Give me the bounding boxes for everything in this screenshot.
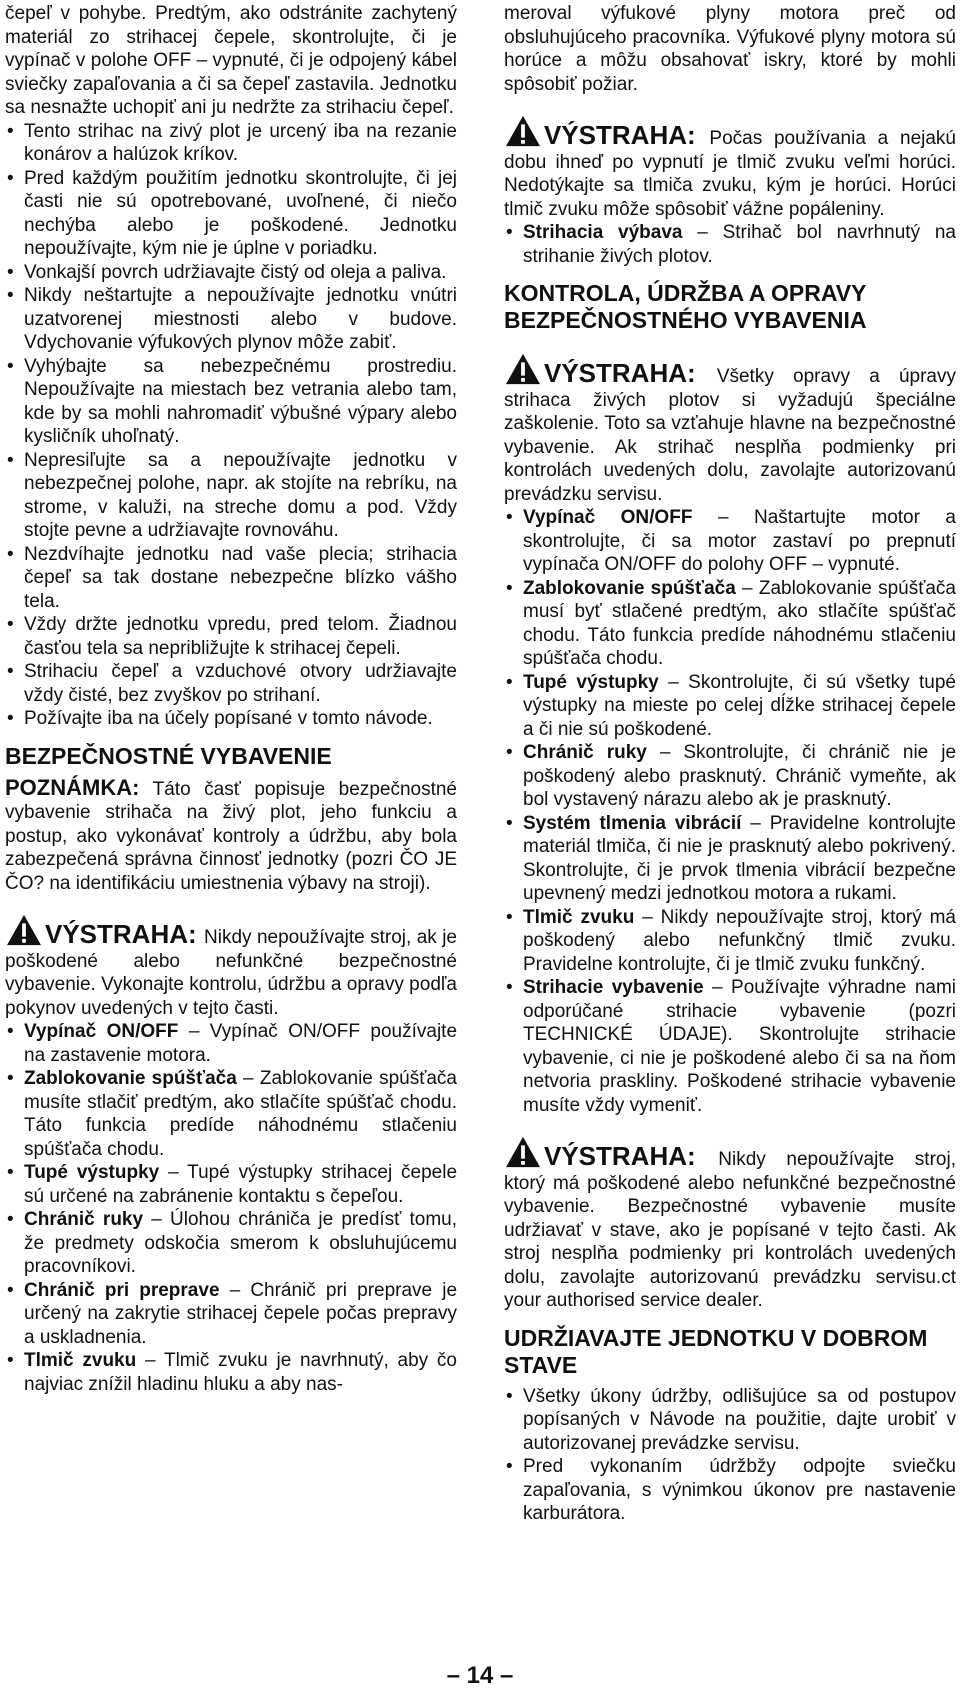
item-text: – Úlohou chrániča je predísť tomu, že predmety odskočia smerom k obsluhujúcemu pracovníkovi. <box>24 1209 457 1277</box>
list-item <box>504 812 956 906</box>
item-term: Tlmič zvuku <box>523 906 635 928</box>
warning-block <box>5 913 457 1020</box>
list-item: • Nezdvíhajte jednotku nad vaše plecia; strihacia čepeľ sa tak dostane nebezpečne blízko vášho tela. <box>5 543 457 614</box>
item-text: – Používajte výhradne nami odporúčané strihacie vybavenie (pozri TECHNICKÉ ÚDAJE). Skontrolujte strihacie vybavenie, ci nie je poškodené alebo či sa na ňom netvoria praskliny. Poškodené strihacie vybavenie musíte vždy vymeniť. <box>523 977 957 1116</box>
warning-label: VÝSTRAHA: <box>544 1141 696 1171</box>
list-item: • Požívajte iba na účely popísané v tomto návode. <box>5 707 457 731</box>
left-safety-list <box>5 120 457 731</box>
item-term: Zablokovanie spúšťača <box>523 577 736 599</box>
list-item: • Všetky úkony údržby, odlišujúce sa od postupov popísaných v Návode na použitie, dajte urobiť v autorizovanej prevádzke servisu. <box>504 1385 956 1456</box>
warning-text: Nikdy nepoužívajte stroj, ktorý má poškodené alebo nefunkčné bezpečnostné vybavenie. Bezpečnostné vybavenie musíte udržiavať v stave, ako je popísané v tejto časti. Ak stroj nesplňa podmienky pri kontrolách uvedených dolu, zavolajte autorizovanú prevádzku servisu.ct your authorised service dealer. <box>504 1149 956 1311</box>
warning-triangle-icon <box>504 1135 542 1169</box>
item-term: Tupé výstupky <box>24 1162 160 1183</box>
item-text: – Skontrolujte, či chránič nie je poškodený alebo prasknutý. Chránič vymeňte, ak bol vystavený nárazu alebo ak je prasknutý. <box>523 742 957 810</box>
item-term: Strihacia výbava <box>523 222 683 243</box>
list-item <box>504 506 956 577</box>
list-item <box>5 1208 457 1279</box>
item-text: – Nikdy nepoužívajte stroj, ktorý má poškodený alebo nefunkčný tlmič zvuku. Pravidelne kontrolujte, či je tlmič zvuku funkčný. <box>523 906 957 975</box>
list-item: • Strihaciu čepeľ a vzduchové otvory udržiavajte vždy čisté, bez zvyškov po strihaní. <box>5 660 457 707</box>
warning-text: Počas používania a nejakú dobu ihneď po vypnutí je tlmič zvuku veľmi horúci. Nedotýkajte sa tlmiča zvuku, kým je horúci. Horúci tlmič zvuku môže spôsobiť vážne popáleniny. <box>504 128 956 220</box>
list-item <box>5 1020 457 1067</box>
section-heading-safety-equipment: BEZPEČNOSTNÉ VYBAVENIE <box>5 742 332 769</box>
list-item: • Vyhýbajte sa nebezpečnému prostrediu. Nepoužívajte na miestach bez vetrania alebo tam, kde by sa mohli nahromadiť výbušné výpary alebo kysličník uhoľnatý. <box>5 355 457 449</box>
left-column <box>5 2 457 1396</box>
warning-triangle-icon <box>5 913 43 947</box>
warning-text: Nikdy nepoužívajte stroj, ak je poškodené alebo nefunkčné bezpečnostné vybavenie. Vykonajte kontrolu, údržbu a opravy podľa pokynov uvedených v tejto časti. <box>5 927 457 1019</box>
list-item <box>504 671 956 742</box>
list-item <box>5 1279 457 1350</box>
item-text: – Tupé výstupky strihacej čepele sú určené na zabránenie kontaktu s čepeľou. <box>24 1162 458 1207</box>
section-heading-inspection: KONTROLA, ÚDRŽBA A OPRAVY BEZPEČNOSTNÉHO VYBAVENIA <box>504 280 867 333</box>
item-term: Chránič ruky <box>523 742 647 763</box>
right-maintenance-list <box>504 1385 956 1526</box>
item-term: Zablokovanie spúšťača <box>24 1068 237 1089</box>
warning-triangle-icon <box>504 352 542 386</box>
item-term: Vypínač ON/OFF <box>24 1021 179 1042</box>
warning-block <box>504 352 956 506</box>
list-item <box>504 577 956 671</box>
item-term: Tlmič zvuku <box>24 1350 137 1371</box>
warning-triangle-icon <box>504 114 542 148</box>
right-inspection-list <box>504 506 956 1117</box>
warning-label: VÝSTRAHA: <box>45 919 197 949</box>
list-item: • Vonkajší povrch udržiavajte čistý od oleja a paliva. <box>5 261 457 285</box>
list-item <box>5 1349 457 1396</box>
right-blade-list <box>504 221 956 268</box>
item-text: – Chránič pri preprave je určený na zakrytie strihacej čepele počas prepravy a uskladnenia. <box>24 1279 458 1348</box>
item-text: – Vypínač ON/OFF používajte na zastavenie motora. <box>24 1021 458 1066</box>
item-text: – Zablokovanie spúšťača musí byť stlačené predtým, ako stlačíte spúšťač chodu. Táto funkcia predíde náhodnému stlačeniu spúšťača chodu. <box>523 577 956 669</box>
right-intro-paragraph: meroval výfukové plyny motora preč od obsluhujúceho pracovníka. Výfukové plyny motora sú horúce a môžu obsahovať iskry, ktoré by mohli spôsobiť požiar. <box>504 3 956 95</box>
list-item <box>504 741 956 812</box>
note-label: POZNÁMKA: <box>5 774 140 800</box>
item-term: Tupé výstupky <box>523 671 659 693</box>
list-item <box>504 976 956 1117</box>
warning-text: Všetky opravy a úpravy strihaca živých plotov si vyžadujú špeciálne zaškolenie. Toto sa vzťahuje hlavne na bezpečnostné vybavenie. Ak strihač nesplňa podmienky pri kontrolách uvedených dolu, zavolajte autorizovanú prevádzku servisu. <box>504 366 956 505</box>
list-item <box>5 1067 457 1161</box>
note-text: Táto časť popisuje bezpečnostné vybavenie strihača na živý plot, jeho funkciu a postup, ako vykonávať kontroly a údržbu, aby bola zabezpečená správna činnosť jednotky (pozri ČO JE ČO? na identifikáciu umiestnenia výbavy na stroji). <box>5 778 458 894</box>
list-item: • Tento strihac na zivý plot je urcený iba na rezanie konárov a halúzok kríkov. <box>5 120 457 167</box>
item-text: – Zablokovanie spúšťača musíte stlačiť predtým, ako stlačíte spúšťač chodu. Táto funkcia predíde náhodnému stlačeniu spúšťača chodu. <box>24 1068 457 1160</box>
left-equipment-list <box>5 1020 457 1396</box>
list-item: • Nikdy neštartujte a nepoužívajte jednotku vnútri uzatvorenej miestnosti alebo v budove. Vdychovanie výfukových plynov môže zabiť. <box>5 284 457 355</box>
item-term: Vypínač ON/OFF <box>523 507 693 528</box>
warning-label: VÝSTRAHA: <box>544 120 696 150</box>
page-number: – 14 – <box>446 1662 514 1689</box>
item-text: – Tlmič zvuku je navrhnutý, aby čo najviac znížil hladinu hluku a aby nas- <box>24 1350 457 1395</box>
warning-block <box>504 114 956 221</box>
list-item: • Pred každým použitím jednotku skontrolujte, či jej časti nie sú opotrebované, uvoľnené, či niečo nechýba alebo je poškodené. Jednotku nepoužívajte, kým nie je úplne v poriadku. <box>5 167 457 261</box>
item-term: Chránič pri preprave <box>24 1279 220 1301</box>
item-term: Chránič ruky <box>24 1209 144 1230</box>
right-column <box>504 2 956 1526</box>
list-item <box>504 221 956 268</box>
item-term: Systém tlmenia vibrácií <box>523 812 742 834</box>
list-item <box>504 906 956 977</box>
section-heading-maintenance: UDRŽIAVAJTE JEDNOTKU V DOBROM STAVE <box>504 1324 928 1378</box>
list-item: • Nepresiľujte sa a nepoužívajte jednotku v nebezpečnej polohe, napr. ak stojíte na rebríku, na strome, v kaluži, na streche domu a pod. Vždy stojte pevne a udržiavajte rovnováhu. <box>5 449 457 543</box>
item-text: – Strihač bol navrhnutý na strihanie živých plotov. <box>523 222 957 267</box>
item-text: – Skontrolujte, či sú všetky tupé výstupky na mieste po celej dĺžke strihacej čepele a či nie sú poškodené. <box>523 671 956 740</box>
left-intro-paragraph: čepeľ v pohybe. Predtým, ako odstránite zachytený materiál zo strihacej čepele, skontrolujte, či je vypínač v polohe OFF – vypnuté, či je odpojený kábel sviečky zapaľovania a či sa čepeľ zastavila. Jednotku sa nesnažte uchopiť ani ju nedržte za strihaciu čepeľ. <box>5 3 457 118</box>
item-text: – Naštartujte motor a skontrolujte, či sa motor zastaví po prepnutí vypínača ON/OFF do polohy OFF – vypnuté. <box>523 507 956 575</box>
item-text: – Pravidelne kontrolujte materiál tlmiča, či nie je prasknutý alebo pokrivený. Skontrolujte, či je prvok tlmenia vibrácií bezpečne upevnený medzi jednotkou motora a rukami. <box>523 812 956 904</box>
note-paragraph <box>5 776 457 896</box>
list-item: • Vždy držte jednotku vpredu, pred telom. Žiadnou časťou tela sa nepribližujte k strihacej čepeli. <box>5 613 457 660</box>
item-term: Strihacie vybavenie <box>523 977 704 998</box>
list-item: • Pred vykonaním údržbžy odpojte sviečku zapaľovania, s výnimkou úkonov pre nastavenie karburátora. <box>504 1455 956 1526</box>
warning-block <box>504 1135 956 1313</box>
warning-label: VÝSTRAHA: <box>544 358 696 388</box>
list-item <box>5 1161 457 1208</box>
